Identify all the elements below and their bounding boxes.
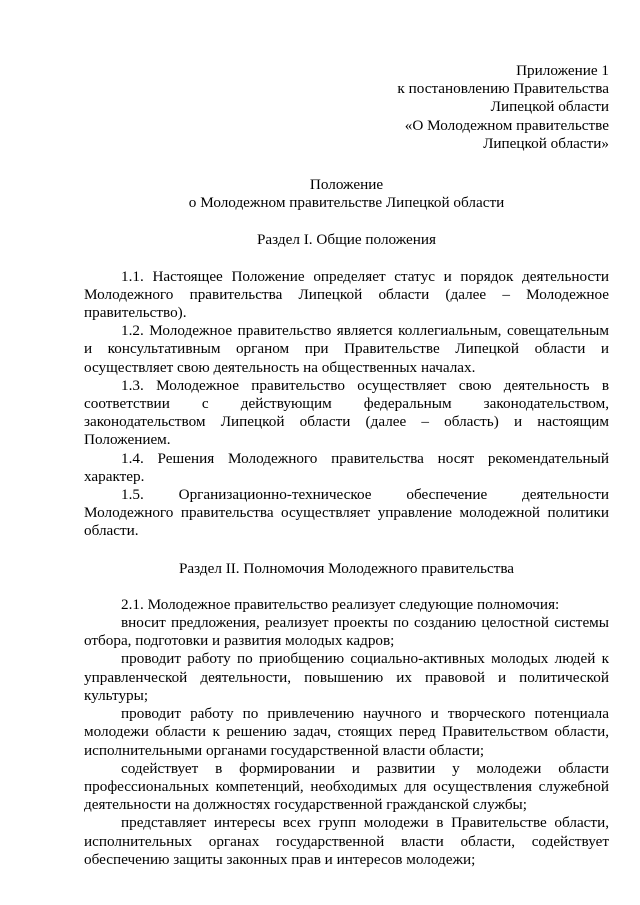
paragraph: 1.3. Молодежное правительство осуществляет свою деятельность в соответствии с действующим федеральным законодательством, законодательством Липецкой области (далее – область) и настоящим Положением. <box>84 376 609 449</box>
title-line: Положение <box>309 176 384 194</box>
paragraph: 1.1. Настоящее Положение определяет статус и порядок деятельности Молодежного правительства Липецкой области (далее – Молодежное правительство). <box>84 267 609 322</box>
paragraph: 2.1. Молодежное правительство реализует следующие полномочия: <box>121 595 560 613</box>
section-body <box>84 268 609 541</box>
document-page <box>84 62 609 869</box>
document-title <box>84 176 609 212</box>
paragraph: 1.4. Решения Молодежного правительства носят рекомендательный характер. <box>84 449 609 485</box>
paragraph: проводит работу по привлечению научного и творческого потенциала молодежи области к решению задач, стоящих перед Правительством области, исполнительными органами государственной власти области; <box>84 705 609 759</box>
paragraph: содействует в формировании и развитии у молодежи области профессиональных компетенций, необходимых для осуществления служебной деятельности на должностях государственной гражданской службы; <box>84 759 609 814</box>
appendix-line: к постановлению Правительства <box>397 80 609 98</box>
paragraph: 1.2. Молодежное правительство является коллегиальным, совещательным и консультативным органом при Правительстве Липецкой области и осуществляет свою деятельность на общественных началах. <box>84 322 609 376</box>
appendix-header <box>84 62 609 153</box>
paragraph: вносит предложения, реализует проекты по созданию целостной системы отбора, подготовки и развития молодых кадров; <box>84 614 609 650</box>
title-line: о Молодежном правительстве Липецкой области <box>188 194 505 212</box>
section-heading: Раздел II. Полномочия Молодежного правительства <box>178 559 515 577</box>
paragraph: проводит работу по приобщению социально-активных молодых людей к управленческой деятельности, повышению их правовой и политической культуры; <box>84 650 609 704</box>
appendix-line: Приложение 1 <box>516 62 609 79</box>
appendix-line: «О Молодежном правительстве <box>404 116 609 134</box>
section-body <box>84 596 609 869</box>
appendix-line: Липецкой области <box>490 98 609 116</box>
section-heading: Раздел I. Общие положения <box>256 231 437 249</box>
paragraph: представляет интересы всех групп молодежи в Правительстве области, исполнительных органах государственной власти области, содействует обеспечению защиты законных прав и интересов молодежи; <box>84 814 609 868</box>
paragraph: 1.5. Организационно-техническое обеспечение деятельности Молодежного правительства осуществляет управление молодежной политики области. <box>84 486 609 540</box>
appendix-line: Липецкой области» <box>483 134 609 152</box>
